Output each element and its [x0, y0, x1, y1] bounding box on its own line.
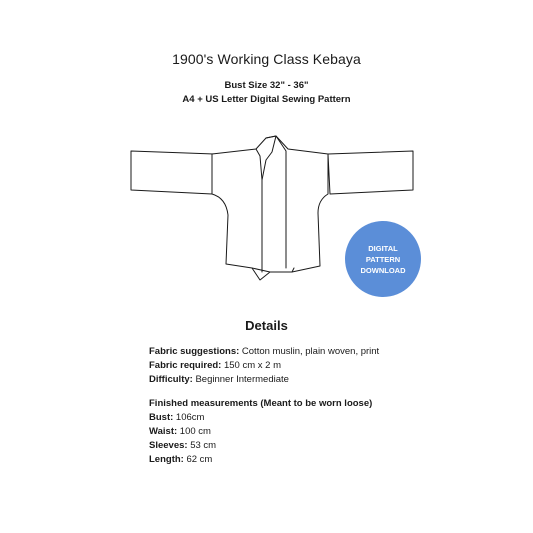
waist-value: 100 cm — [179, 426, 211, 437]
bust-line — [149, 412, 204, 423]
sleeves-line — [149, 440, 216, 451]
length-value: 62 cm — [186, 454, 213, 465]
badge-line-1: DIGITAL — [368, 243, 398, 253]
fabric-suggestions-label: Fabric suggestions: — [149, 346, 240, 357]
bust-label: Bust: — [149, 412, 174, 423]
body-outline — [212, 136, 328, 272]
difficulty-value: Beginner Intermediate — [195, 374, 289, 385]
measurements-heading-line — [149, 398, 372, 409]
digital-download-badge — [345, 221, 421, 297]
badge-line-2: PATTERN — [365, 254, 401, 264]
fabric-required-label: Fabric required: — [149, 360, 222, 371]
fabric-required-value: 150 cm x 2 m — [223, 360, 281, 371]
fabric-suggestions-value: Cotton muslin, plain woven, print — [241, 346, 380, 357]
length-line — [149, 454, 212, 465]
difficulty-line — [149, 374, 289, 385]
bust-value: 106cm — [175, 412, 205, 423]
measurements-heading: Finished measurements (Meant to be worn loose) — [149, 398, 373, 409]
waist-line — [149, 426, 211, 437]
fabric-required-line — [149, 360, 281, 371]
details-heading: Details — [245, 318, 288, 333]
difficulty-label: Difficulty: — [149, 374, 193, 385]
sleeves-label: Sleeves: — [149, 440, 188, 451]
length-label: Length: — [149, 454, 184, 465]
waist-label: Waist: — [149, 426, 178, 437]
sleeves-value: 53 cm — [190, 440, 217, 451]
pattern-format-subtitle: A4 + US Letter Digital Sewing Pattern — [182, 94, 351, 105]
fabric-suggestions-line — [149, 346, 379, 357]
left-sleeve-outline — [131, 151, 214, 194]
page-title: 1900's Working Class Kebaya — [172, 51, 361, 67]
bust-size-subtitle: Bust Size 32" - 36" — [224, 80, 309, 91]
right-sleeve-outline — [328, 151, 413, 194]
badge-line-3: DOWNLOAD — [360, 265, 406, 275]
